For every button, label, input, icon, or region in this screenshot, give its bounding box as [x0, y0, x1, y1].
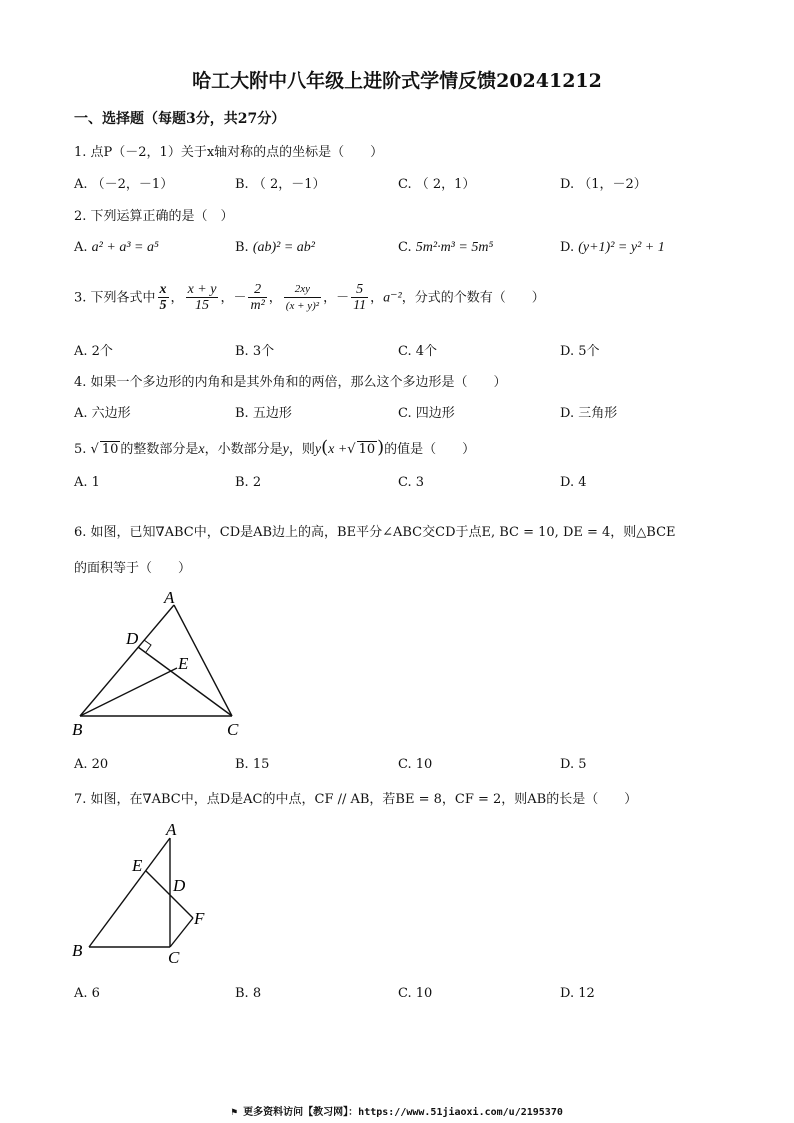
segment-ab — [89, 838, 170, 947]
label-e: E — [132, 856, 143, 875]
question-7-stem: 7. 如图，在∇ABC中，点D是AC的中点，CF // AB，若BE = 8，CF = 2，则AB的长是（ ） — [74, 792, 638, 807]
label-a: A — [164, 588, 175, 607]
question-4-stem: 4. 如果一个多边形的内角和是其外角和的两倍，那么这个多边形是（ ） — [74, 375, 507, 390]
option-label: D. — [560, 240, 575, 255]
question-6-option-c[interactable]: C. 10 — [398, 757, 433, 772]
question-1-option-a[interactable]: A. （－2，－1） — [74, 177, 174, 192]
segment-cf — [170, 918, 193, 947]
option-label: B. — [235, 240, 249, 255]
question-5-part2: ，小数部分是 — [204, 442, 283, 457]
fraction-5: $\frac{5}{11}$ — [353, 282, 367, 313]
question-3-option-b[interactable]: B. 3个 — [235, 344, 275, 359]
option-label: A. — [74, 240, 88, 255]
question-3-option-a[interactable]: A. 2个 — [74, 344, 113, 359]
option-expression: 5m²·m³ = 5m⁵ — [415, 240, 494, 255]
label-f: F — [194, 909, 205, 928]
question-5-part1: 的整数部分是 — [120, 442, 199, 457]
question-4-option-d[interactable]: D. 三角形 — [560, 406, 618, 421]
question-5-stem: 5. √ 10 的整数部分是x，小数部分是y，则y(x +√ 10 )的值是（ ） — [74, 437, 476, 458]
label-c: C — [227, 720, 239, 739]
question-2-option-c[interactable] — [398, 240, 493, 256]
question-4-option-a[interactable]: A. 六边形 — [74, 406, 131, 421]
var-y: y — [282, 442, 289, 457]
option-label: C. — [398, 240, 412, 255]
label-b: B — [72, 720, 83, 739]
question-2-option-a[interactable] — [74, 240, 159, 256]
question-1-option-c[interactable]: C. （ 2，1） — [398, 177, 476, 192]
fraction-4: $\frac{2xy}{\text{(x + y)²}}$ — [285, 283, 320, 312]
label-d: D — [173, 876, 186, 895]
var-x: x — [198, 442, 205, 457]
fraction-2: $\frac{x + y}{15}$ — [187, 282, 217, 313]
question-3-option-d[interactable]: D. 5个 — [560, 344, 600, 359]
section-heading-choice: 一、选择题（每题3分，共27分） — [74, 111, 286, 127]
question-3-suffix: ，分式的个数有（ ） — [401, 290, 545, 306]
question-6-stem-line1: 6. 如图，已知∇ABC中，CD是AB边上的高，BE平分∠ABC交CD于点E, BC = 10, DE = 4，则△BCE — [74, 525, 676, 540]
question-7-figure — [60, 815, 230, 975]
segment-be — [80, 668, 177, 716]
question-5-number: 5. — [74, 442, 87, 457]
question-2-option-d[interactable] — [560, 240, 665, 256]
question-5-option-a[interactable]: A. 1 — [74, 475, 100, 490]
question-7-option-d[interactable]: D. 12 — [560, 986, 595, 1001]
question-7-option-b[interactable]: B. 8 — [235, 986, 262, 1001]
flag-icon: ⚑ — [231, 1107, 238, 1118]
question-4-option-c[interactable]: C. 四边形 — [398, 406, 455, 421]
option-expression: a² + a³ = a⁵ — [91, 240, 159, 255]
right-angle-mark — [144, 640, 151, 652]
label-e: E — [178, 654, 189, 673]
label-c: C — [168, 948, 180, 967]
question-5-option-b[interactable]: B. 2 — [235, 475, 262, 490]
label-a: A — [166, 820, 177, 839]
question-5-option-d[interactable]: D. 4 — [560, 475, 587, 490]
question-7-option-a[interactable]: A. 6 — [74, 986, 100, 1001]
question-3-option-c[interactable]: C. 4个 — [398, 344, 438, 359]
question-5-part4: 的值是（ ） — [384, 442, 476, 457]
question-3-prefix: 3. 下列各式中 — [74, 290, 156, 306]
expression-x-plus: x + — [328, 442, 348, 457]
sqrt-10: 10 — [101, 442, 119, 457]
expression-6: a⁻² — [383, 290, 402, 306]
option-expression: (y+1)² = y² + 1 — [578, 240, 665, 255]
question-1-option-b[interactable]: B. （ 2，－1） — [235, 177, 326, 192]
question-4-option-b[interactable]: B. 五边形 — [235, 406, 292, 421]
question-7-option-c[interactable]: C. 10 — [398, 986, 433, 1001]
question-6-stem-line2: 的面积等于（ ） — [74, 561, 192, 576]
fraction-1: $\frac{x}{5}$ — [159, 282, 167, 313]
page-title: 哈工大附中八年级上进阶式学情反馈20241212 — [192, 70, 602, 92]
label-d: D — [126, 629, 139, 648]
question-6-option-b[interactable]: B. 15 — [235, 757, 270, 772]
label-b: B — [72, 941, 83, 960]
question-1-stem: 1. 点P（－2，1）关于x轴对称的点的坐标是（ ） — [74, 145, 384, 160]
footer-link[interactable] — [0, 1103, 794, 1118]
option-expression: (ab)² = ab² — [252, 240, 315, 255]
question-1-option-d[interactable]: D. （1，－2） — [560, 177, 647, 192]
sqrt-10-inner: 10 — [358, 442, 376, 457]
question-5-option-c[interactable]: C. 3 — [398, 475, 425, 490]
question-3-stem: 3. 下列各式中 $\frac{x}{5}$ ， $\frac{x + y}{15}$ ，－ $\frac{2}{\text{m²}}$ ， $\frac{2xy}{\text{(x + y)²}}$ ，－ $\frac{5}{11}$ ，a⁻²，分式的个数有（ ） — [74, 282, 545, 313]
expression-y: y — [314, 442, 322, 457]
question-2-stem: 2. 下列运算正确的是（ ） — [74, 209, 234, 224]
question-6-option-d[interactable]: D. 5 — [560, 757, 587, 772]
segment-ab — [80, 605, 174, 716]
fraction-3: $\frac{2}{\text{m²}}$ — [250, 282, 265, 313]
question-2-option-b[interactable] — [235, 240, 315, 256]
footer-text: 更多资料访问【教习网】：https://www.51jiaoxi.com/u/2195370 — [243, 1107, 563, 1118]
question-5-part3: ，则 — [288, 442, 315, 457]
question-6-option-a[interactable]: A. 20 — [74, 757, 109, 772]
question-6-figure — [60, 585, 260, 745]
